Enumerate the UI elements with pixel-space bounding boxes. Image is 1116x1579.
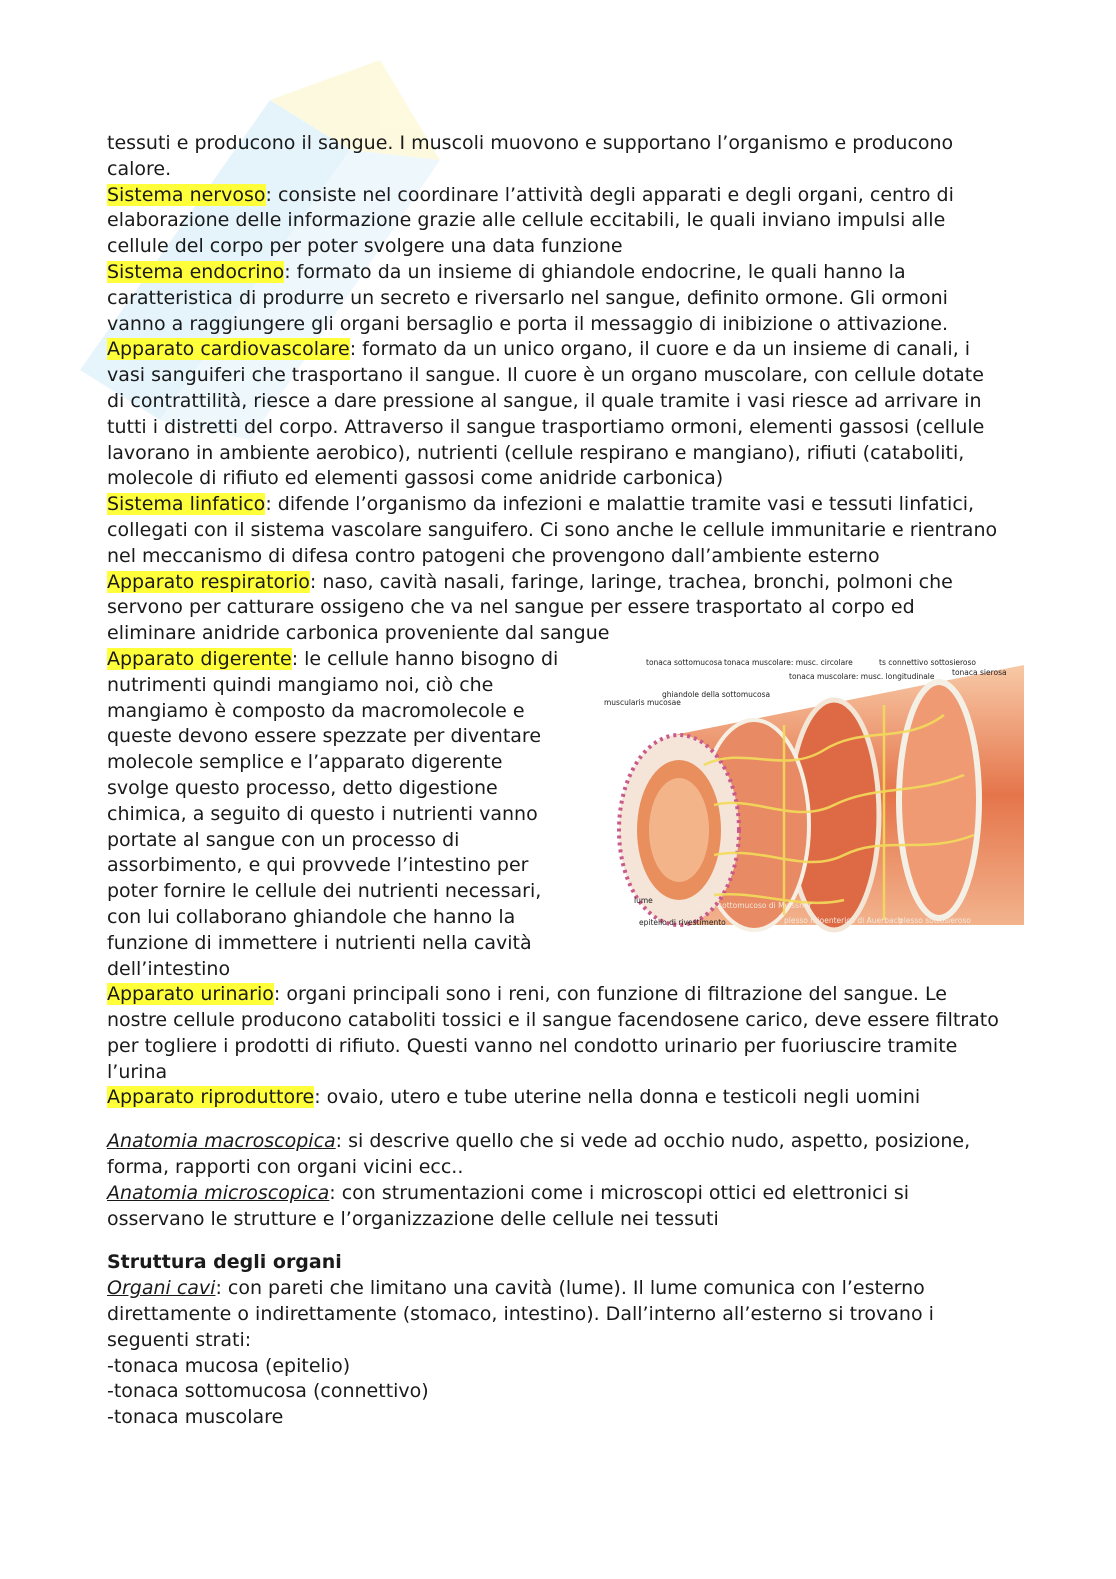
label-muscularis-mucosae: muscularis mucosae	[604, 697, 681, 707]
label-auerbach: plesso mioenterico di Auerbach	[784, 915, 903, 925]
term-apparato-cardiovascolare: Apparato cardiovascolare	[107, 338, 350, 361]
label-muscolare-circolare: tonaca muscolare: musc. circolare	[724, 657, 853, 667]
label-tonaca-sierosa: tonaca sierosa	[952, 667, 1007, 677]
system-urinario: Apparato urinario: organi principali sono i reni, con funzione di filtrazione del sangue. Le nostre cellule producono cataboliti tossici e il sangue facendosene carico, deve essere filtrato per togliere i prodotti di rifiuto. Questi vanno nel condotto urinario per fuoriuscire tramite l’urina	[107, 983, 999, 1083]
layer-item: -tonaca mucosa (epitelio)	[107, 1354, 351, 1377]
organi-cavi: Organi cavi: con pareti che limitano una cavità (lume). Il lume comunica con l’esterno direttamente o indirettamente (stomaco, intestino). Dall’interno all’esterno si trovano i seguenti strati:	[107, 1277, 934, 1351]
term-apparato-digerente: Apparato digerente	[107, 647, 292, 670]
term-apparato-respiratorio: Apparato respiratorio	[107, 570, 310, 593]
term-anatomia-microscopica: Anatomia microscopica	[107, 1181, 330, 1204]
term-organi-cavi: Organi cavi	[107, 1277, 216, 1300]
system-linfatico: Sistema linfatico: difende l’organismo da infezioni e malattie tramite vasi e tessuti linfatici, collegati con il sistema vascolare sanguifero. Ci sono anche le cellule immunitarie e rientrano nel meccanismo di difesa contro patogeni che provengono dall’ambiente esterno	[107, 493, 998, 567]
label-connettivo-sottosieroso: ts connettivo sottosieroso	[879, 657, 977, 667]
term-sistema-nervoso: Sistema nervoso	[107, 183, 266, 206]
system-nervoso: Sistema nervoso: consiste nel coordinare l’attività degli apparati e degli organi, centro di elaborazione delle informazione grazie alle cellule eccitabili, le quali inviano impulsi alle cellule del corpo per poter svolgere una data funzione	[107, 183, 954, 258]
section-heading: Struttura degli organi	[107, 1251, 342, 1274]
system-digerente: tonaca sottomucosa tonaca muscolare: musc. circolare tonaca muscolare: musc. longitudinale ts connettivo sottosieroso tonaca sierosa muscularis mucosae ghiandole della sottomucosa lume epitelio di rivestimento plesso sottomucoso di Meissner plesso mioenterico di Auerbach plesso sottosieroso Apparato digerente: le cellule hanno bisogno di nutrimenti quindi mangiamo noi, ciò che mangiamo è composto da macromolecole e queste devono essere spezzate per diventare molecole semplice e l’apparato digerente svolge questo processo, detto digestione chimica, a seguito di questo i nutrienti vanno portate al sangue con un processo di assorbimento, e qui provvede l’intestino per poter fornire le cellule dei nutrienti necessari, con lui collaborano ghiandole che hanno la funzione di immettere i nutrienti nella cavità dell’intestino	[107, 647, 1007, 982]
anatomia-microscopica: Anatomia microscopica: con strumentazioni come i microscopi ottici ed elettronici si osservano le strutture e l’organizzazione delle cellule nei tessuti	[107, 1181, 910, 1230]
layer-item: -tonaca muscolare	[107, 1406, 284, 1429]
label-ghiandole: ghiandole della sottomucosa	[662, 689, 771, 699]
term-sistema-linfatico: Sistema linfatico	[107, 493, 266, 516]
document-page	[107, 131, 1007, 1431]
label-epitelio: epitelio di rivestimento	[639, 917, 726, 927]
label-lume: lume	[634, 895, 653, 905]
label-sottosieroso: plesso sottosieroso	[899, 915, 971, 925]
label-tonaca-sottomucosa: tonaca sottomucosa	[646, 657, 723, 667]
label-meissner: plesso sottomucoso di Meissner	[692, 900, 812, 910]
intestine-wall-figure	[584, 655, 1024, 945]
term-anatomia-macroscopica: Anatomia macroscopica	[107, 1130, 336, 1153]
term-apparato-riproduttore: Apparato riproduttore	[107, 1086, 315, 1109]
term-apparato-urinario: Apparato urinario	[107, 983, 274, 1006]
system-endocrino: Sistema endocrino: formato da un insieme di ghiandole endocrine, le quali hanno la caratteristica di produrre un secreto e riversarlo nel sangue, definito ormone. Gli ormoni vanno a raggiungere gli organi bersaglio e porta il messaggio di inibizione o attivazione.	[107, 260, 948, 335]
anatomia-macroscopica: Anatomia macroscopica: si descrive quello che si vede ad occhio nudo, aspetto, posizione, forma, rapporti con organi vicini ecc..	[107, 1130, 971, 1179]
label-muscolare-longitudinale: tonaca muscolare: musc. longitudinale	[789, 671, 935, 681]
intro-paragraph: tessuti e producono il sangue. I muscoli muovono e supportano l’organismo e producono calore.	[107, 132, 954, 180]
term-sistema-endocrino: Sistema endocrino	[107, 260, 285, 283]
layer-item: -tonaca sottomucosa (connettivo)	[107, 1380, 429, 1403]
system-riproduttore: Apparato riproduttore: ovaio, utero e tube uterine nella donna e testicoli negli uomini	[107, 1086, 921, 1109]
system-respiratorio: Apparato respiratorio: naso, cavità nasali, faringe, laringe, trachea, bronchi, polmoni che servono per catturare ossigeno che va nel sangue per essere trasportato al corpo ed eliminare anidride carbonica proveniente dal sangue	[107, 570, 953, 645]
system-cardiovascolare: Apparato cardiovascolare: formato da un unico organo, il cuore e da un insieme di canali, i vasi sanguiferi che trasportano il sangue. Il cuore è un organo muscolare, con cellule dotate di contrattilità, riesce a dare pressione al sangue, il quale tramite i vasi riesce ad arrivare in tutti i distretti del corpo. Attraverso il sangue trasportiamo ormoni, elementi gassosi (cellule lavorano in ambiente aerobico), nutrienti (cellule respirano e mangiano), rifiuti (cataboliti, molecole di rifiuto ed elementi gassosi come anidride carbonica)	[107, 338, 985, 490]
